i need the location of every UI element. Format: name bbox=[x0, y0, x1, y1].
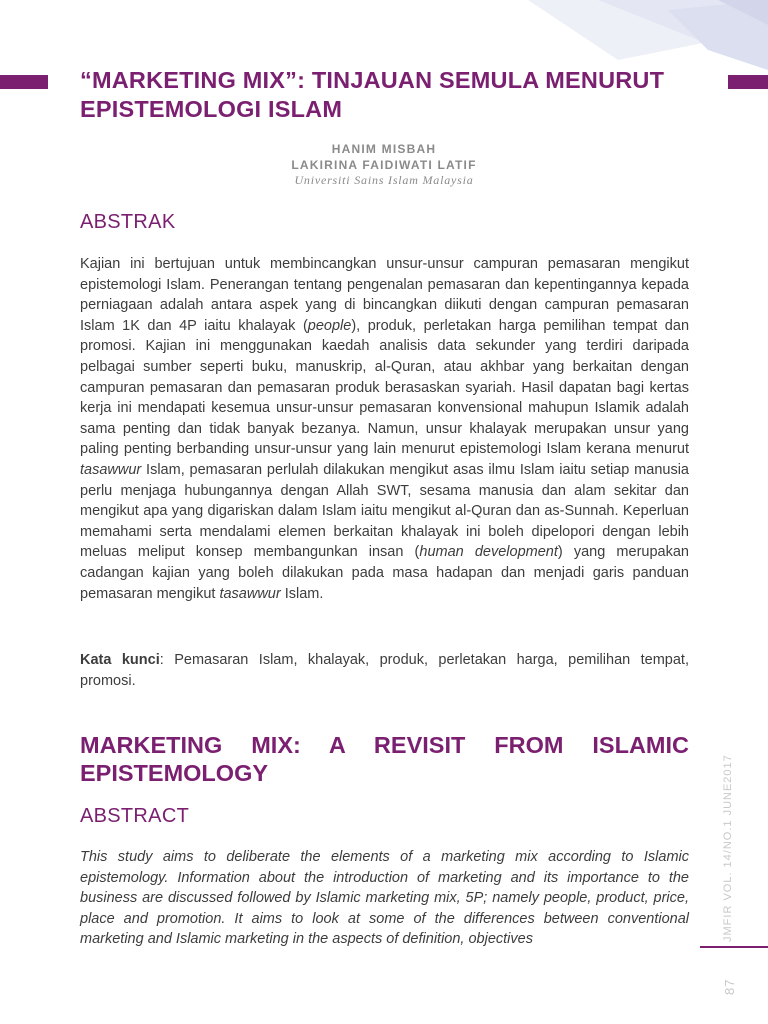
english-title: MARKETING MIX: A REVISIT FROM ISLAMIC EPISTEMOLOGY bbox=[80, 732, 689, 786]
journal-reference: JMFIR VOL. 14/NO.1 JUNE2017 bbox=[722, 754, 734, 942]
page-number: 87 bbox=[722, 978, 737, 995]
abstrak-paragraph: Kajian ini bertujuan untuk membincangkan unsur-unsur campuran pemasaran mengikut epistemologi Islam. Penerangan tentang pengenalan pemasaran dan kepentingannya kepada perniagaan adalah antara aspek yang di bincangkan diikuti dengan campuran pemasaran Islam 1K dan 4P iaitu khalayak (people), produk, perletakan harga pemilihan tempat dan promosi. Kajian ini menggunakan kaedah analisis data sekunder yang terdiri daripada pelbagai sumber seperti buku, manuskrip, al-Quran, atau akhbar yang berkaitan dengan campuran pemasaran dan pemasaran produk berasaskan syariah. Hasil dapatan bagi kertas kerja ini mendapati kesemua unsur-unsur pemasaran konvensional mahupun Islamik adalah sama penting dan tidak banyak bezanya. Namun, unsur khalayak merupakan unsur yang paling penting berbanding unsur-unsur yang lain menurut epistemologi Islam kerana menurut tasawwur Islam, pemasaran perlulah dilakukan mengikut asas ilmu Islam iaitu setiap manusia perlu menjaga hubungannya dengan Allah SWT, sesama manusia dan alam sekitar dan mengikut apa yang digariskan dalam Islam iaitu mengikut al-Quran dan as-Sunnah. Keperluan memahami serta mendalami elemen berkaitan khalayak ini boleh dipelopori dengan lebih meluas meliput konsep membangunkan insan (human development) yang merupakan cadangan kajian yang boleh dilakukan pada masa hadapan dan menjadi garis panduan pemasaran mengikut tasawwur Islam. bbox=[80, 256, 690, 602]
decorative-background-shapes bbox=[468, 0, 768, 75]
accent-bar-right bbox=[728, 75, 768, 89]
keywords-list: : Pemasaran Islam, khalayak, produk, perletakan harga, pemilihan tempat, promosi. bbox=[80, 652, 689, 689]
author-name: LAKIRINA FAIDIWATI LATIF bbox=[291, 157, 477, 172]
author-name: HANIM MISBAH bbox=[331, 142, 437, 156]
paper-title: “MARKETING MIX”: TINJAUAN SEMULA MENURUT EPISTEMOLOGI ISLAM bbox=[80, 67, 665, 122]
author-affiliation: Universiti Sains Islam Malaysia bbox=[294, 173, 474, 187]
footer-rule bbox=[700, 946, 768, 948]
accent-bar-left bbox=[0, 75, 48, 89]
keywords-label: Kata kunci bbox=[80, 652, 160, 668]
abstrak-heading: ABSTRAK bbox=[80, 211, 176, 233]
keywords-paragraph bbox=[80, 650, 689, 691]
abstract-heading: ABSTRACT bbox=[80, 805, 190, 827]
author-block bbox=[0, 142, 768, 188]
abstract-paragraph: This study aims to deliberate the elements of a marketing mix according to Islamic epistemology. Information about the introduction of marketing and its importance to the business are discussed followed by Islamic marketing mix, 5P; namely people, product, price, place and promotion. It aims to look at some of the differences between conventional marketing and Islamic marketing in the aspects of definition, objectives bbox=[80, 849, 689, 948]
